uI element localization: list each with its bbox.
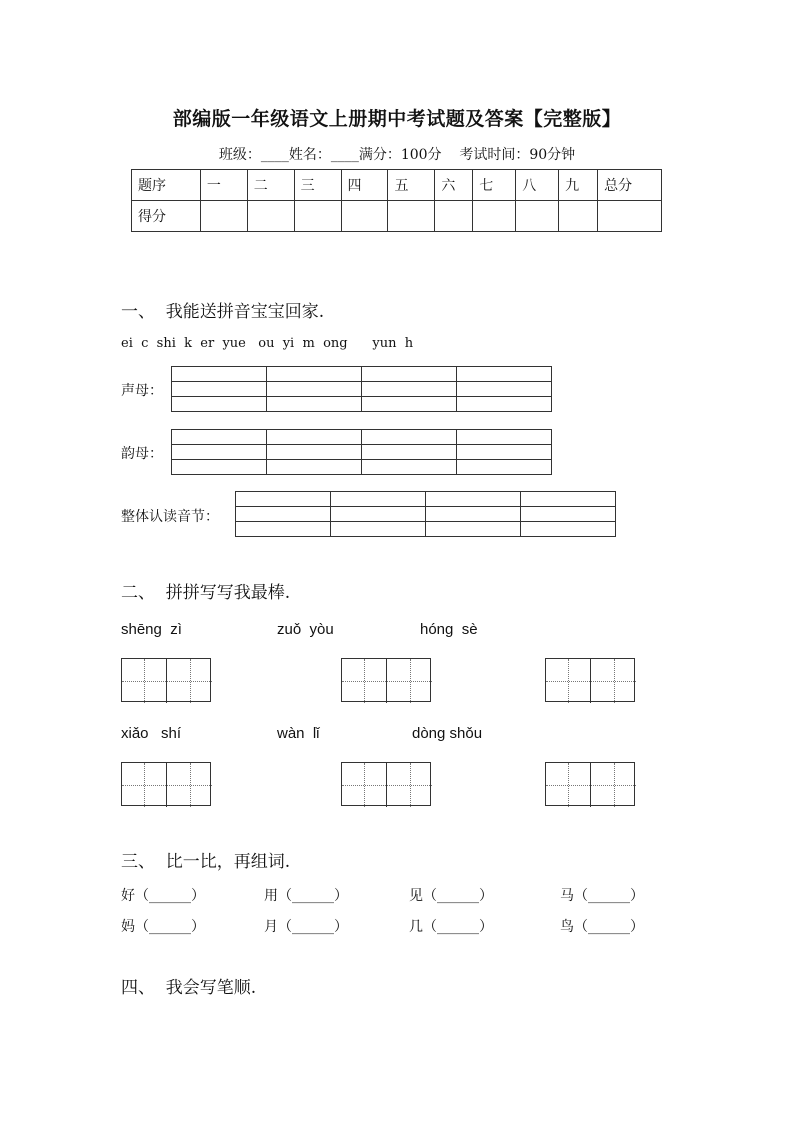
score-header-cell: 总分 [598, 170, 662, 201]
score-header-cell: 四 [341, 170, 388, 201]
tianzige-box[interactable] [341, 762, 431, 806]
zhengti-label: 整体认读音节： [121, 509, 219, 525]
pinyin-prompt: hóng sè [420, 621, 478, 638]
zhengti-grid[interactable] [235, 491, 616, 537]
score-input-cell[interactable] [341, 201, 388, 232]
compare-item[interactable]: 月（______） [264, 919, 348, 935]
student-info-line: 班级：____姓名：____满分：100分 考试时间：90分钟 [218, 147, 576, 163]
compare-item[interactable]: 马（______） [560, 888, 644, 904]
score-input-cell[interactable] [247, 201, 294, 232]
tianzige-box[interactable] [341, 658, 431, 702]
pinyin-prompt: xiǎo shí [121, 725, 182, 742]
tianzige-box[interactable] [545, 658, 635, 702]
compare-item[interactable]: 鸟（______） [560, 919, 644, 935]
score-header-cell: 五 [388, 170, 435, 201]
score-input-cell[interactable] [388, 201, 435, 232]
compare-item[interactable]: 好（______） [121, 888, 205, 904]
pinyin-list: ei c shi k er yue ou yi m ong yun h [121, 336, 414, 351]
page-title: 部编版一年级语文上册期中考试题及答案【完整版】 [172, 108, 622, 130]
pinyin-prompt: wàn lǐ [277, 725, 320, 742]
pinyin-prompt: zuǒ yòu [277, 621, 334, 638]
score-header-row [132, 170, 662, 201]
section3-heading: 三、 比一比，再组词. [121, 852, 291, 872]
compare-item[interactable]: 用（______） [264, 888, 348, 904]
section4-heading: 四、 我会写笔顺. [121, 978, 257, 998]
compare-item[interactable]: 几（______） [409, 919, 493, 935]
pinyin-prompt: shēng zì [121, 621, 182, 638]
score-header-cell: 三 [294, 170, 341, 201]
compare-item[interactable]: 妈（______） [121, 919, 205, 935]
score-input-cell[interactable] [200, 201, 247, 232]
score-input-cell[interactable] [516, 201, 559, 232]
score-header-cell: 题序 [132, 170, 201, 201]
score-input-cell[interactable] [559, 201, 598, 232]
shengmu-label: 声母： [121, 383, 163, 399]
score-row-label: 得分 [132, 201, 201, 232]
section2-heading: 二、 拼拼写写我最棒. [121, 583, 291, 603]
score-header-cell: 一 [200, 170, 247, 201]
score-header-cell: 七 [473, 170, 516, 201]
shengmu-grid[interactable] [171, 366, 552, 412]
tianzige-box[interactable] [545, 762, 635, 806]
score-value-row [132, 201, 662, 232]
score-header-cell: 六 [435, 170, 473, 201]
score-input-cell[interactable] [435, 201, 473, 232]
yunmu-grid[interactable] [171, 429, 552, 475]
score-table [131, 169, 662, 232]
score-header-cell: 九 [559, 170, 598, 201]
yunmu-label: 韵母： [121, 446, 163, 462]
score-header-cell: 二 [247, 170, 294, 201]
section1-heading: 一、 我能送拼音宝宝回家. [121, 302, 325, 322]
compare-item[interactable]: 见（______） [409, 888, 493, 904]
tianzige-box[interactable] [121, 658, 211, 702]
score-header-cell: 八 [516, 170, 559, 201]
score-input-cell[interactable] [473, 201, 516, 232]
score-input-cell[interactable] [598, 201, 662, 232]
tianzige-box[interactable] [121, 762, 211, 806]
pinyin-prompt: dòng shǒu [412, 725, 483, 742]
score-input-cell[interactable] [294, 201, 341, 232]
